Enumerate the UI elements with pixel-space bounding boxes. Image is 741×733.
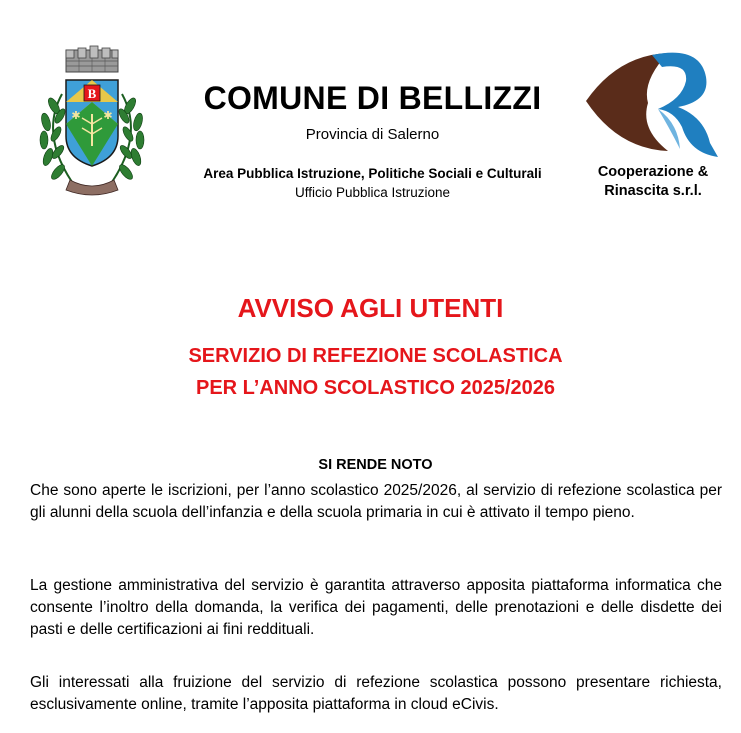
paragraph-enrollment: Che sono aperte le iscrizioni, per l’anno scolastico 2025/2026, al servizio di refezione scolastica per gli alunni della scuola dell’infanzia e della scuola primaria in cui è attivato il tempo pieno. [30,482,722,521]
municipality-title: COMUNE DI BELLIZZI [203,80,542,116]
notice-title: AVVISO AGLI UTENTI [237,293,504,323]
section-heading: SI RENDE NOTO [318,457,433,473]
partner-logo-icon [582,45,727,163]
department-area-label: Area Pubblica Istruzione, Politiche Sociali e Culturali [203,166,542,181]
notice-subtitle [0,340,741,404]
paragraph-application: Gli interessati alla fruizione del servizio di refezione scolastica possono presentare richiesta, esclusivamente online, tramite l’apposita piattaforma in cloud eCivis. [30,674,722,713]
partner-company-name [578,163,728,201]
crown-icon [66,46,118,72]
office-label: Ufficio Pubblica Istruzione [294,185,451,200]
partner-name-line1: Cooperazione & [597,164,709,180]
shield-icon [66,80,118,166]
province-label: Provincia di Salerno [305,126,440,143]
coat-of-arms-emblem [32,44,152,199]
notice-subtitle-line1: SERVIZIO DI REFEZIONE SCOLASTICA [188,345,563,367]
notice-subtitle-line2: PER L’ANNO SCOLASTICO 2025/2026 [195,377,555,399]
svg-text:B: B [87,86,97,101]
partner-name-line2: Rinascita s.r.l. [604,183,702,199]
paragraph-management: La gestione amministrativa del servizio è garantita attraverso apposita piattaforma informatica che consente l’inoltro della domanda, la verifica dei pagamenti, delle prenotazioni e delle disdette dei pasti e delle certificazioni ai fini reddituali. [30,577,722,638]
svg-text:✱: ✱ [71,110,81,122]
svg-text:✱: ✱ [103,110,113,122]
